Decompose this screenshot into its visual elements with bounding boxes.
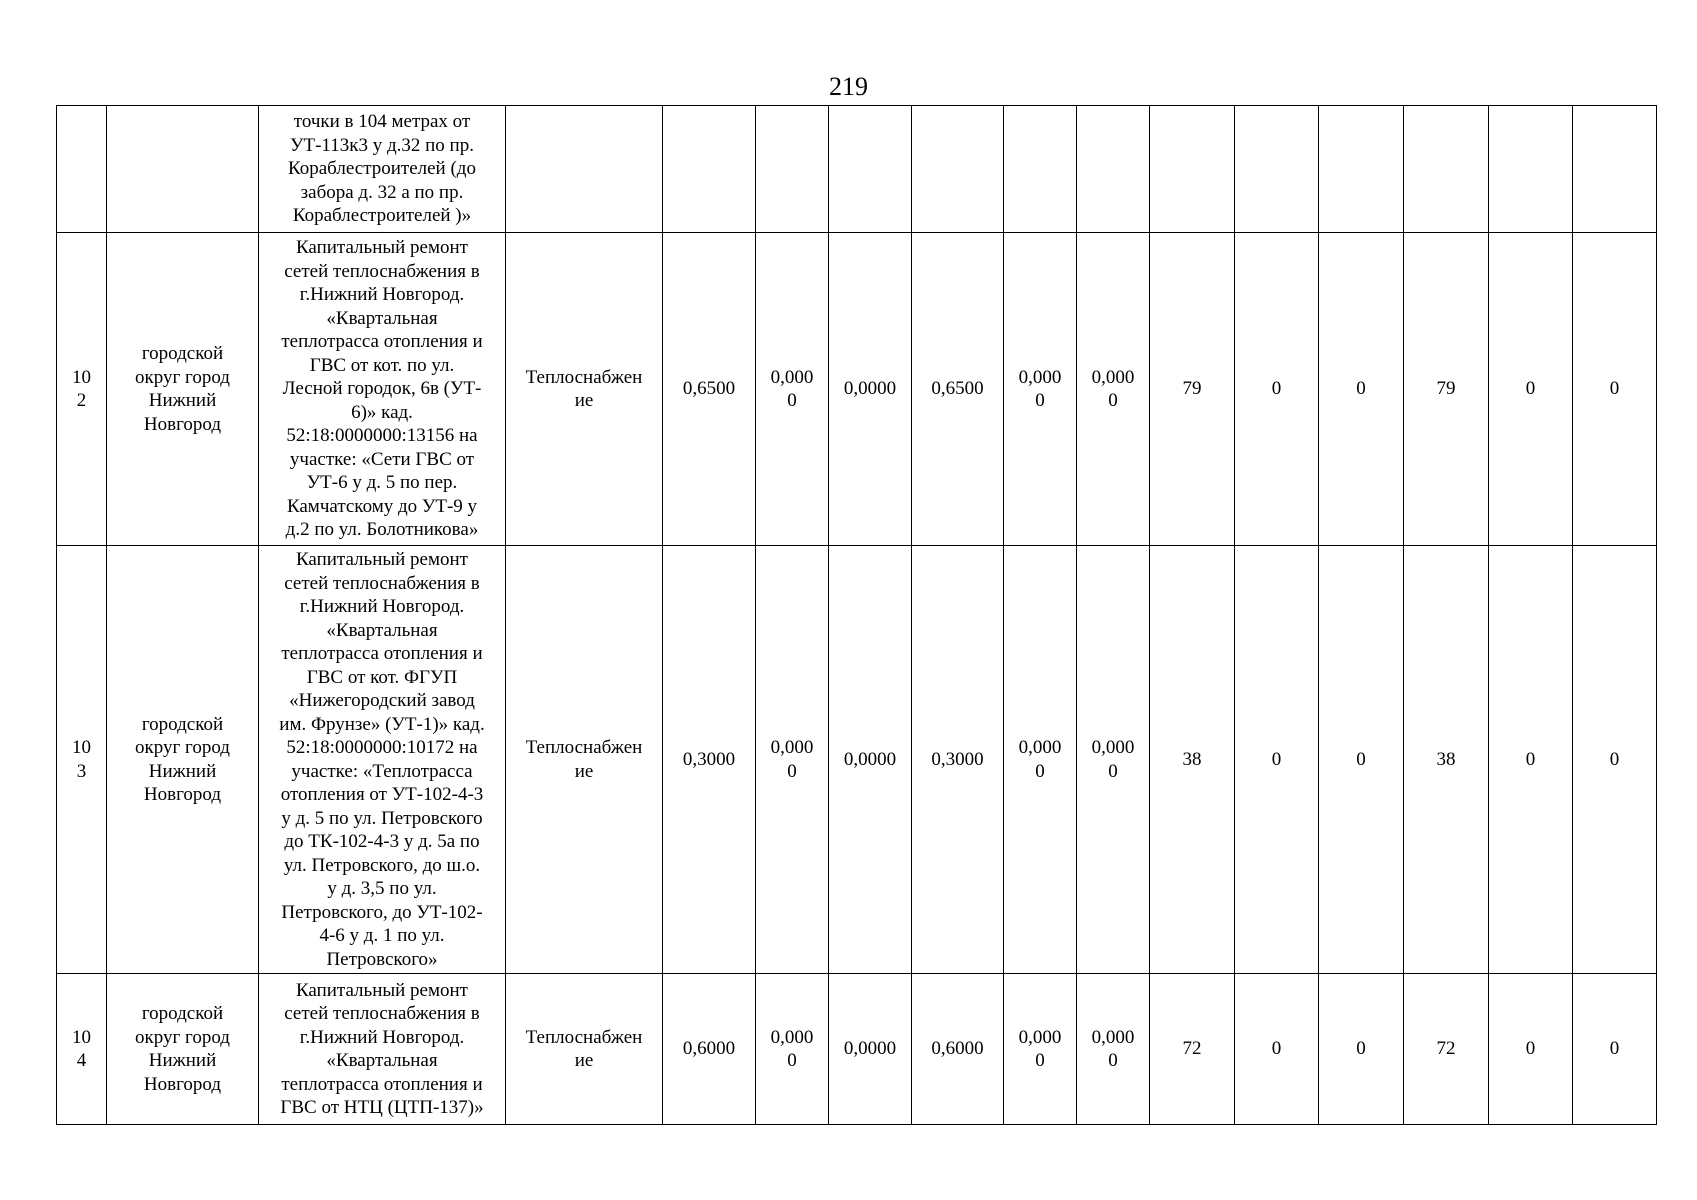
sector-cell bbox=[506, 974, 663, 1125]
investment-program-table bbox=[56, 105, 1657, 1125]
amount-2-cell: 0 bbox=[1235, 546, 1319, 974]
amount-6-cell bbox=[1573, 106, 1657, 233]
municipality-line: городской bbox=[141, 343, 224, 364]
municipality-line: городской bbox=[141, 713, 224, 735]
value-1-cell bbox=[663, 233, 756, 546]
value-2-line: 0 bbox=[787, 390, 797, 411]
project-description-line: ГВС от кот. ФГУП bbox=[306, 666, 458, 688]
value-1-line: 0,3000 bbox=[682, 748, 736, 770]
value-4-line: 0,6000 bbox=[931, 1038, 984, 1060]
municipality-line: округ город bbox=[135, 1026, 230, 1048]
amount-1-cell: 38 bbox=[1150, 546, 1235, 974]
value-2-cell bbox=[756, 233, 829, 546]
project-description-line: «Нижегородский завод bbox=[289, 690, 475, 711]
value-6-line: 0,000 bbox=[1091, 366, 1135, 388]
project-description-line: Лесной городок, 6в (УТ- bbox=[282, 378, 482, 400]
value-2-line: 0,000 bbox=[770, 1026, 814, 1048]
value-4-cell bbox=[912, 233, 1004, 546]
project-description-line: «Квартальная bbox=[326, 619, 438, 641]
value-1-cell bbox=[663, 546, 756, 974]
amount-5-cell bbox=[1489, 106, 1573, 233]
value-5-line: 0 bbox=[1035, 760, 1045, 782]
project-description-cell bbox=[259, 974, 506, 1125]
project-description-line: Капитальный ремонт bbox=[295, 237, 468, 259]
project-description-line: участке: «Теплотрасса bbox=[291, 760, 473, 782]
municipality-line: Нижний bbox=[148, 760, 217, 782]
value-3-line: 0,0000 bbox=[843, 748, 897, 770]
municipality-line: Нижний bbox=[148, 390, 217, 411]
amount-3-cell: 0 bbox=[1319, 233, 1404, 546]
table-row bbox=[57, 974, 1657, 1125]
municipality-line: округ город bbox=[135, 366, 230, 388]
project-description-line: сетей теплоснабжения в bbox=[284, 260, 480, 282]
value-5-cell bbox=[1004, 974, 1077, 1125]
project-description-line: 6)» кад. bbox=[351, 401, 413, 423]
value-6-line: 0 bbox=[1108, 760, 1118, 782]
amount-1-cell: 79 bbox=[1150, 233, 1235, 546]
project-description-line: Кораблестроителей )» bbox=[292, 205, 472, 227]
project-description-line: им. Фрунзе» (УТ-1)» кад. bbox=[279, 713, 485, 735]
project-description-line: теплотрасса отопления и bbox=[281, 643, 483, 664]
row-number-cell bbox=[57, 233, 107, 546]
value-3-cell bbox=[829, 974, 912, 1125]
row-number-line: 10 bbox=[72, 366, 91, 388]
amount-6-cell: 0 bbox=[1573, 974, 1657, 1125]
project-description-line: УТ-113к3 у д.32 по пр. bbox=[290, 134, 474, 156]
project-description-line: г.Нижний Новгород. bbox=[299, 1026, 465, 1048]
project-description-line: ул. Петровского, до ш.о. bbox=[283, 854, 481, 876]
amount-3-cell: 0 bbox=[1319, 546, 1404, 974]
municipality-line: Нижний bbox=[148, 1050, 217, 1071]
sector-line: ие bbox=[574, 390, 594, 411]
amount-1-cell: 72 bbox=[1150, 974, 1235, 1125]
municipality-line: округ город bbox=[135, 737, 230, 758]
amount-4-cell bbox=[1404, 106, 1489, 233]
value-5-line: 0,000 bbox=[1018, 366, 1062, 388]
project-description-line: участке: «Сети ГВС от bbox=[289, 448, 475, 470]
project-description-line: 52:18:0000000:13156 на bbox=[286, 425, 478, 447]
amount-6-cell: 0 bbox=[1573, 233, 1657, 546]
sector-line: Теплоснабжен bbox=[525, 1026, 643, 1048]
table-row bbox=[57, 233, 1657, 546]
value-3-cell bbox=[829, 106, 912, 233]
value-6-cell bbox=[1077, 233, 1150, 546]
project-description-line: УТ-6 у д. 5 по пер. bbox=[306, 472, 458, 494]
table-row bbox=[57, 106, 1657, 233]
value-3-cell bbox=[829, 233, 912, 546]
project-description-line: у д. 3,5 по ул. bbox=[327, 878, 437, 899]
amount-3-cell: 0 bbox=[1319, 974, 1404, 1125]
project-description-line: ГВС от кот. по ул. bbox=[309, 354, 455, 376]
project-description-line: Петровского» bbox=[326, 948, 438, 970]
value-6-line: 0,000 bbox=[1091, 1026, 1135, 1048]
project-description-line: «Квартальная bbox=[326, 1050, 438, 1071]
project-description-line: 4-6 у д. 1 по ул. bbox=[319, 925, 445, 946]
value-5-line: 0 bbox=[1035, 390, 1045, 411]
project-description-line: забора д. 32 а по пр. bbox=[300, 181, 464, 203]
project-description-line: сетей теплоснабжения в bbox=[284, 1003, 480, 1024]
amount-4-cell: 72 bbox=[1404, 974, 1489, 1125]
value-1-line: 0,6000 bbox=[682, 1038, 736, 1060]
project-description-line: г.Нижний Новгород. bbox=[299, 596, 465, 617]
project-description-line: Капитальный ремонт bbox=[295, 979, 468, 1001]
value-5-line: 0,000 bbox=[1018, 737, 1062, 758]
sector-line: Теплоснабжен bbox=[525, 366, 643, 388]
row-number-line: 10 bbox=[72, 1026, 91, 1048]
value-1-cell bbox=[663, 106, 756, 233]
row-number-line: 2 bbox=[76, 390, 87, 411]
amount-2-cell bbox=[1235, 106, 1319, 233]
municipality-cell bbox=[107, 233, 259, 546]
sector-line: Теплоснабжен bbox=[525, 737, 643, 758]
value-2-line: 0 bbox=[787, 760, 797, 782]
sector-cell bbox=[506, 106, 663, 233]
value-4-line: 0,3000 bbox=[931, 748, 984, 770]
project-description-line: Кораблестроителей (до bbox=[288, 158, 476, 180]
value-5-line: 0 bbox=[1035, 1050, 1045, 1071]
table-row bbox=[57, 546, 1657, 974]
value-3-cell bbox=[829, 546, 912, 974]
municipality-cell bbox=[107, 106, 259, 233]
project-description-cell bbox=[259, 233, 506, 546]
row-number-line: 3 bbox=[76, 760, 87, 782]
row-number-cell bbox=[57, 546, 107, 974]
value-4-cell bbox=[912, 974, 1004, 1125]
value-6-cell bbox=[1077, 106, 1150, 233]
value-2-cell bbox=[756, 106, 829, 233]
row-number-cell bbox=[57, 974, 107, 1125]
municipality-cell bbox=[107, 974, 259, 1125]
amount-2-cell: 0 bbox=[1235, 974, 1319, 1125]
row-number-line: 10 bbox=[72, 737, 91, 758]
value-5-line: 0,000 bbox=[1018, 1026, 1062, 1048]
municipality-line: Новгород bbox=[143, 784, 222, 805]
value-2-line: 0,000 bbox=[770, 737, 814, 758]
row-number-cell bbox=[57, 106, 107, 233]
value-1-line: 0,6500 bbox=[682, 378, 736, 400]
project-description-line: отопления от УТ-102-4-3 bbox=[280, 784, 484, 805]
project-description-line: у д. 5 по ул. Петровского bbox=[281, 807, 483, 829]
project-description-line: теплотрасса отопления и bbox=[281, 331, 483, 353]
project-description-line: д.2 по ул. Болотникова» bbox=[285, 519, 479, 541]
project-description-line: теплотрасса отопления и bbox=[281, 1073, 483, 1095]
project-description-line: Петровского, до УТ-102- bbox=[281, 901, 483, 923]
value-3-line: 0,0000 bbox=[843, 378, 897, 400]
sector-cell bbox=[506, 233, 663, 546]
value-3-line: 0,0000 bbox=[843, 1038, 897, 1060]
value-2-line: 0,000 bbox=[770, 366, 814, 388]
value-5-cell bbox=[1004, 546, 1077, 974]
project-description-line: до ТК-102-4-3 у д. 5а по bbox=[284, 831, 480, 852]
value-6-line: 0,000 bbox=[1091, 737, 1135, 758]
project-description-cell bbox=[259, 106, 506, 233]
project-description-line: г.Нижний Новгород. bbox=[299, 284, 465, 306]
sector-line: ие bbox=[574, 1050, 594, 1071]
value-6-line: 0 bbox=[1108, 390, 1118, 411]
value-5-cell bbox=[1004, 233, 1077, 546]
value-1-cell bbox=[663, 974, 756, 1125]
page-number: 219 bbox=[829, 72, 868, 101]
municipality-line: Новгород bbox=[143, 1073, 222, 1095]
municipality-line: городской bbox=[141, 1003, 224, 1024]
municipality-cell bbox=[107, 546, 259, 974]
amount-5-cell: 0 bbox=[1489, 546, 1573, 974]
value-4-cell bbox=[912, 546, 1004, 974]
amount-4-cell: 38 bbox=[1404, 546, 1489, 974]
value-4-cell bbox=[912, 106, 1004, 233]
value-6-line: 0 bbox=[1108, 1050, 1118, 1071]
value-2-line: 0 bbox=[787, 1050, 797, 1071]
amount-5-cell: 0 bbox=[1489, 974, 1573, 1125]
row-number-line: 4 bbox=[76, 1050, 87, 1071]
project-description-line: 52:18:0000000:10172 на bbox=[286, 737, 478, 758]
project-description-line: ГВС от НТЦ (ЦТП-137)» bbox=[280, 1097, 484, 1118]
amount-1-cell bbox=[1150, 106, 1235, 233]
value-6-cell bbox=[1077, 974, 1150, 1125]
amount-5-cell: 0 bbox=[1489, 233, 1573, 546]
value-4-line: 0,6500 bbox=[931, 378, 984, 400]
sector-cell bbox=[506, 546, 663, 974]
project-description-line: «Квартальная bbox=[326, 307, 438, 329]
value-2-cell bbox=[756, 974, 829, 1125]
value-6-cell bbox=[1077, 546, 1150, 974]
project-description-line: Капитальный ремонт bbox=[295, 549, 468, 570]
value-5-cell bbox=[1004, 106, 1077, 233]
value-2-cell bbox=[756, 546, 829, 974]
amount-6-cell: 0 bbox=[1573, 546, 1657, 974]
project-description-line: Камчатскому до УТ-9 у bbox=[286, 495, 478, 517]
municipality-line: Новгород bbox=[143, 413, 222, 435]
project-description-line: сетей теплоснабжения в bbox=[284, 572, 480, 594]
project-description-line: точки в 104 метрах от bbox=[293, 111, 471, 133]
amount-4-cell: 79 bbox=[1404, 233, 1489, 546]
project-description-cell bbox=[259, 546, 506, 974]
amount-3-cell bbox=[1319, 106, 1404, 233]
amount-2-cell: 0 bbox=[1235, 233, 1319, 546]
sector-line: ие bbox=[574, 760, 594, 782]
